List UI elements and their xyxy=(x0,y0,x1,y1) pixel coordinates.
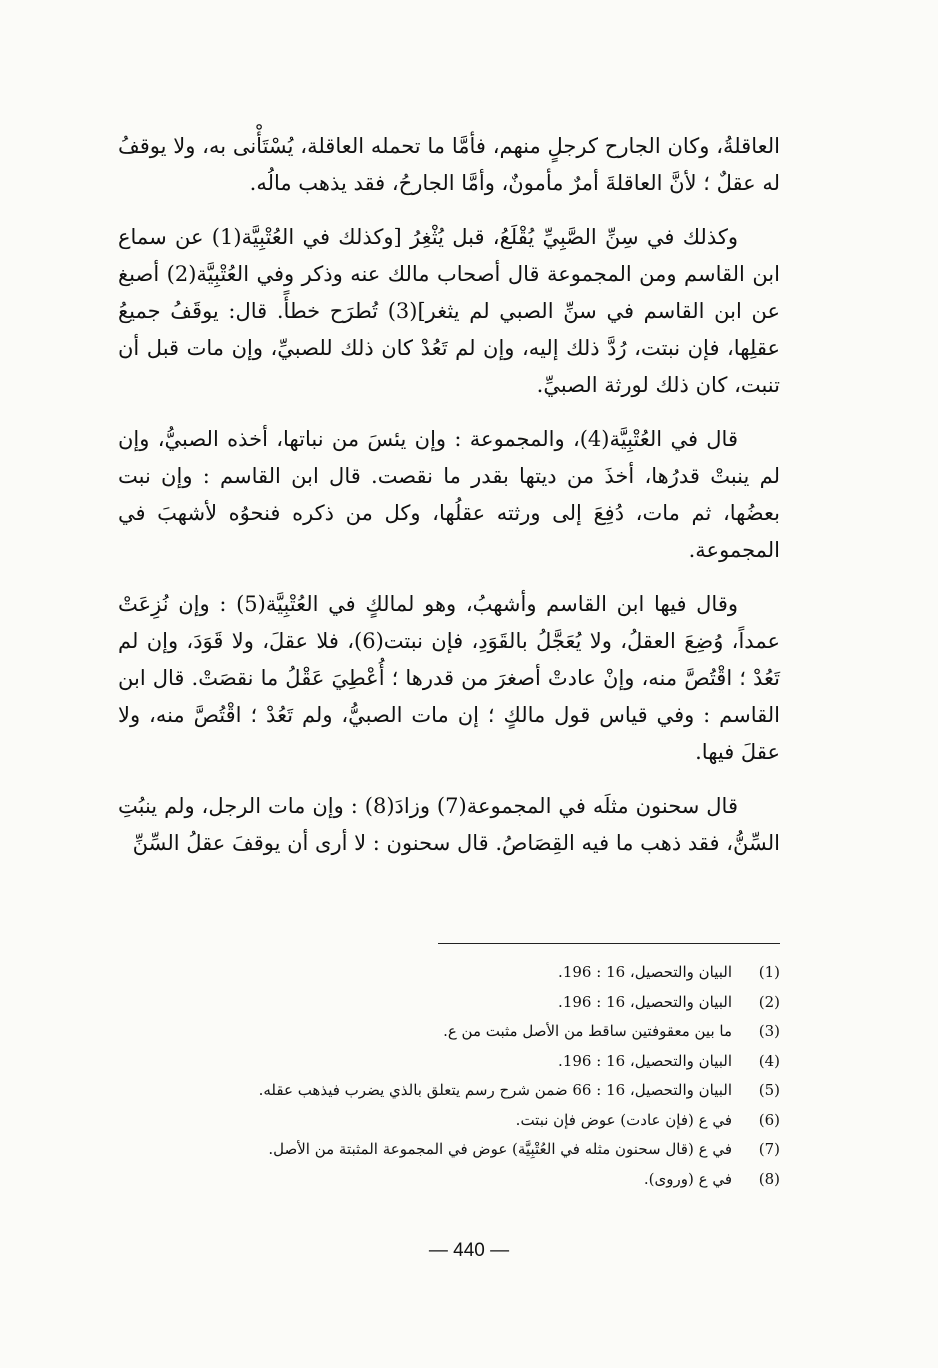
footnote xyxy=(150,1106,780,1136)
main-text xyxy=(118,128,780,879)
footnotes xyxy=(150,958,780,1194)
footnote-text: ما بين معقوفتين ساقط من الأصل مثبت من ع. xyxy=(443,1022,732,1040)
footnote-number: (3) xyxy=(758,1022,780,1040)
footnote xyxy=(150,1076,780,1106)
footnote xyxy=(150,1017,780,1047)
page-number: — 440 — xyxy=(428,1240,510,1261)
footnote xyxy=(150,1135,780,1165)
footnote-number: (5) xyxy=(758,1081,780,1099)
footnote-number: (7) xyxy=(758,1140,780,1158)
footnote-text: البيان والتحصيل، 16 : 66 ضمن شرح رسم يتعلق بالذي يضرب فيذهب عقله. xyxy=(258,1081,732,1099)
footnote xyxy=(150,1165,780,1195)
footnote-text: البيان والتحصيل، 16 : 196. xyxy=(558,1051,732,1070)
paragraph-1: العاقلةُ، وكان الجارح كرجلٍ منهم، فأمَّا ما تحمله العاقلة، يُسْتَأْنى به، ولا يوقفُ له عقلٌ ؛ لأنَّ العاقلةَ أمرٌ مأمونٌ، وأمَّا الجارحُ، فقد يذهب مالُه. xyxy=(118,134,780,195)
paragraph-3: قال في العُتْبِيَّة(4)، والمجموعة : وإن يئسَ من نباتها، أخذه الصبيُّ، وإن لم ينبتْ قدرُها، أخذَ من ديتها بقدر ما نقصت. قال ابن القاسم : وإن نبت بعضُها، ثم مات، دُفِعَ إلى ورثته عقلُها، وكل من ذكره فنحوُه لأشهبَ في المجموعة. xyxy=(118,427,780,562)
footnote-separator xyxy=(438,943,780,944)
paragraph-4: وقال فيها ابن القاسم وأشهبُ، وهو لمالكٍ في العُتْبِيَّة(5) : وإن نُزِعَتْ عمداً، وُضِعَ العقلُ، ولا يُعَجَّلُ بالقَوَدِ، فإن نبتت(6)، فلا عقلَ، ولا قَوَدَ، وإن لم تَعُدْ ؛ اقْتُصَّ منه، وإنْ عادتْ أصغرَ من قدرها ؛ أُعْطِيَ عَقْلُ ما نقصَتْ. قال ابن القاسم : وفي قياس قول مالكٍ ؛ إن مات الصبيُّ، ولم تَعُدْ ؛ اقْتُصَّ منه، ولا عقلَ فيها. xyxy=(118,592,780,764)
footnote-number: (8) xyxy=(758,1169,780,1188)
paragraph-2: وكذلك في سِنِّ الصَّبِيِّ يُقْلَعُ، قبل يُثْغِرُ [وكذلك في العُتْبِيَّة(1) عن سماع ابن القاسم ومن المجموعة قال أصحاب مالك عنه وذكر وفي العُتْبِيَّة(2) أصبغ عن ابن القاسم في سنِّ الصبي لم يثغر](3) تُطرَح خطأً. قال: يوقَفُ جميعُ عقلِها، فإن نبتت، رُدَّ ذلك إليه، وإن لم تَعُدْ كان ذلك للصبيِّ، وإن مات قبل أن تنبت، كان ذلك لورثة الصبيِّ. xyxy=(118,225,780,397)
footnote-number: (6) xyxy=(758,1110,780,1129)
footnote-text: في ع (قال سحنون مثله في العُتْبِيَّة) عوض في المجموعة المثبتة من الأصل. xyxy=(268,1140,732,1158)
footnote-number: (2) xyxy=(758,992,780,1011)
footnote xyxy=(150,988,780,1018)
footnote-number: (1) xyxy=(758,963,780,981)
footnote-text: البيان والتحصيل، 16 : 196. xyxy=(558,963,732,981)
footnote-text: البيان والتحصيل، 16 : 196. xyxy=(558,992,732,1011)
footnote-number: (4) xyxy=(758,1051,780,1070)
footnote-text: في ع (وروى). xyxy=(643,1169,732,1188)
footnote xyxy=(150,958,780,988)
footnote-text: في ع (فإن عادت) عوض فإن نبتت. xyxy=(515,1110,732,1129)
paragraph-5: قال سحنون مثلَه في المجموعة(7) وزادَ(8) : وإن مات الرجل، ولم ينبُتِ السِّنُّ، فقد ذهب ما فيه القِصَاصُ. قال سحنون : لا أرى أن يوقفَ عقلُ السِّنِّ xyxy=(118,794,780,855)
footnote xyxy=(150,1047,780,1077)
